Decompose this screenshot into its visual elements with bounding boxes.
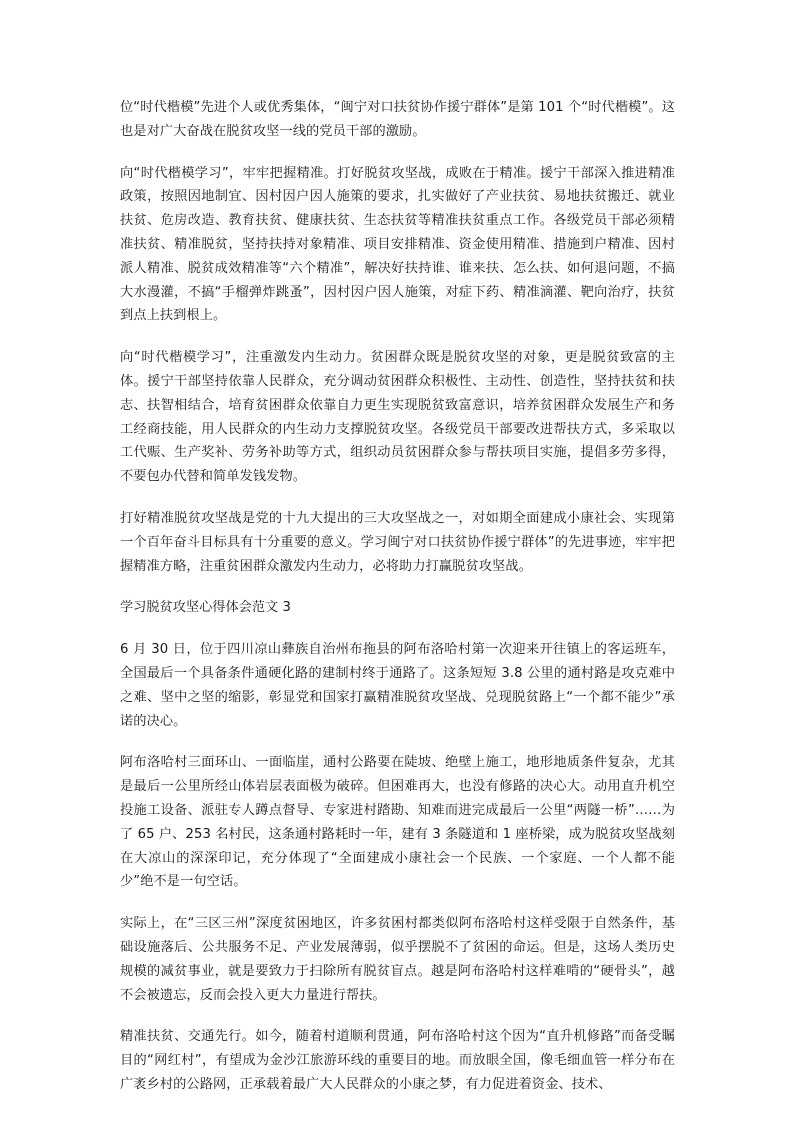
- paragraph-gap: [120, 894, 675, 912]
- paragraph-gap: [120, 328, 675, 346]
- document-page: [120, 96, 675, 1097]
- paragraph-3: 向“时代楷模学习”，注重激发内生动力。贫困群众既是脱贫攻坚的对象，更是脱贫致富的主体。援宁干部坚持依靠人民群众，充分调动贫困群众积极性、主动性、创造性，坚持扶贫和扶志、扶智相结合，培育贫困群众依靠自力更生实现脱贫致富意识，培养贫困群众发展生产和务工经商技能，用人民群众的内生动力支撑脱贫攻坚。各级党员干部要改进帮扶方式，多采取以工代赈、生产奖补、劳务补助等方式，组织动员贫困群众参与帮扶项目实施，提倡多劳多得，不要包办代替和简单发钱发物。: [120, 350, 675, 485]
- section-heading: 学习脱贫攻坚心得体会范文 3: [120, 600, 291, 616]
- paragraph-1: 位“时代楷模”先进个人或优秀集体，“闽宁对口扶贫协作援宁群体”是第 101 个“时代楷模”。这也是对广大奋战在脱贫攻坚一线的党员干部的激励。: [120, 100, 675, 139]
- paragraph-gap: [120, 1007, 675, 1025]
- paragraph-6: 阿布洛哈村三面环山、一面临崖，通村公路要在陡坡、绝壁上施工，地形地质条件复杂，尤其是最后一公里所经山体岩层表面极为破碎。但困难再大，也没有修路的决心大。动用直升机空投施工设备、派驻专人蹲点督导、专家进村踏勘、知难而进完成最后一公里“两隧一桥”……为了 65 户、253 名村民，这条通村路耗时一年，建有 3 条隧道和 1 座桥梁，成为脱贫攻坚战刻在大凉山的深深印记，充分体现了“全面建成小康社会一个民族、一个家庭、一个人都不能少”绝不是一句空话。: [120, 755, 675, 890]
- paragraph-gap: [120, 578, 675, 596]
- paragraph-gap: [120, 144, 675, 162]
- paragraph-gap: [120, 733, 675, 751]
- paragraph-8: 精准扶贫、交通先行。如今，随着村道顺利贯通，阿布洛哈村这个因为“直升机修路”而备受瞩目的“网红村”，有望成为金沙江旅游环线的重要目的地。而放眼全国，像毛细血管一样分布在广袤乡村的公路网，正承载着最广大人民群众的小康之梦，有力促进着资金、技术、: [120, 1029, 675, 1092]
- paragraph-7: 实际上，在“三区三州”深度贫困地区，许多贫困村都类似阿布洛哈村这样受限于自然条件，基础设施落后、公共服务不足、产业发展薄弱，似乎摆脱不了贫困的命运。但是，这场人类历史规模的减贫事业，就是要致力于扫除所有脱贫盲点。越是阿布洛哈村这样难啃的“硬骨头”，越不会被遗忘，反而会投入更大力量进行帮扶。: [120, 916, 675, 1003]
- paragraph-gap: [120, 489, 675, 507]
- paragraph-gap: [120, 620, 675, 638]
- paragraph-5: 6 月 30 日，位于四川凉山彝族自治州布拖县的阿布洛哈村第一次迎来开往镇上的客运班车，全国最后一个具备条件通硬化路的建制村终于通路了。这条短短 3.8 公里的通村路是攻克难中之难、坚中之坚的缩影，彰显党和国家打赢精准脱贫攻坚战、兑现脱贫路上“一个都不能少”承诺的决心。: [120, 642, 675, 729]
- paragraph-2: 向“时代楷模学习”，牢牢把握精准。打好脱贫攻坚战，成败在于精准。援宁干部深入推进精准政策，按照因地制宜、因村因户因人施策的要求，扎实做好了产业扶贫、易地扶贫搬迁、就业扶贫、危房改造、教育扶贫、健康扶贫、生态扶贫等精准扶贫重点工作。各级党员干部必须精准扶贫、精准脱贫，坚持扶持对象精准、项目安排精准、资金使用精准、措施到户精准、因村派人精准、脱贫成效精准等“六个精准”，解决好扶持谁、谁来扶、怎么扶、如何退问题，不搞大水漫灌，不搞“手榴弹炸跳蚤”，因村因户因人施策，对症下药、精准滴灌、靶向治疗，扶贫到点上扶到根上。: [120, 165, 675, 324]
- paragraph-4: 打好精准脱贫攻坚战是党的十九大提出的三大攻坚战之一，对如期全面建成小康社会、实现第一个百年奋斗目标具有十分重要的意义。学习闽宁对口扶贫协作援宁群体”的先进事迹，牢牢把握精准方略，注重贫困群众激发内生动力，必将助力打赢脱贫攻坚战。: [120, 510, 675, 574]
